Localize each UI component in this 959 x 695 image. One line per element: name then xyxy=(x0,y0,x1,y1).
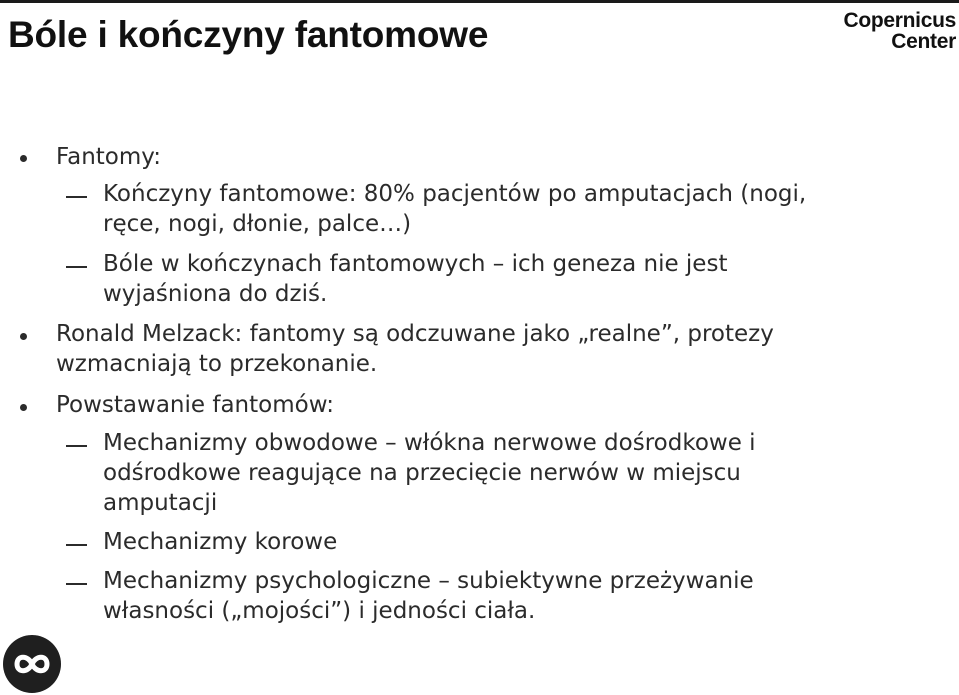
sub-bullet-text: Mechanizmy obwodowe – włókna nerwowe dośrodkowe i xyxy=(103,430,756,456)
sub-bullet-text: Mechanizmy korowe xyxy=(103,529,338,555)
sub-bullet-text-cont: własności („mojości”) i jedności ciała. xyxy=(103,598,536,624)
sub-bullet-text-cont: ręce, nogi, dłonie, palce…) xyxy=(103,211,412,237)
bullet-text: Fantomy: xyxy=(56,144,161,170)
bullet-dot xyxy=(20,404,27,411)
sub-bullet-dash xyxy=(66,266,87,268)
sub-bullet-dash xyxy=(66,445,87,447)
brand-line-1: Copernicus xyxy=(843,9,956,32)
slide-title: Bóle i kończyny fantomowe xyxy=(8,14,489,55)
bullet-text-cont: wzmacniają to przekonanie. xyxy=(56,351,378,377)
bullet-text: Ronald Melzack: fantomy są odczuwane jako „realne”, protezy xyxy=(56,321,774,347)
brand-logo-text xyxy=(843,10,956,52)
brand-line-2: Center xyxy=(891,30,956,53)
bullet-dot xyxy=(20,333,27,340)
sub-bullet-text-cont: odśrodkowe reagujące na przecięcie nerwów w miejscu xyxy=(103,460,741,486)
bullet-text: Powstawanie fantomów: xyxy=(56,392,334,418)
sub-bullet-text-cont: amputacji xyxy=(103,490,218,516)
top-border-line xyxy=(0,0,959,3)
sub-bullet-text: Bóle w kończynach fantomowych – ich geneza nie jest xyxy=(103,251,728,277)
sub-bullet-dash xyxy=(66,196,87,198)
sub-bullet-dash xyxy=(66,583,87,585)
bullet-dot xyxy=(20,155,27,162)
sub-bullet-text-cont: wyjaśniona do dziś. xyxy=(103,281,328,307)
sub-bullet-text: Mechanizmy psychologiczne – subiektywne przeżywanie xyxy=(103,568,754,594)
sub-bullet-dash xyxy=(66,544,87,546)
infinity-loop-icon xyxy=(3,635,61,693)
sub-bullet-text: Kończyny fantomowe: 80% pacjentów po amputacjach (nogi, xyxy=(103,181,807,207)
copernicus-symbol-icon xyxy=(3,635,61,693)
